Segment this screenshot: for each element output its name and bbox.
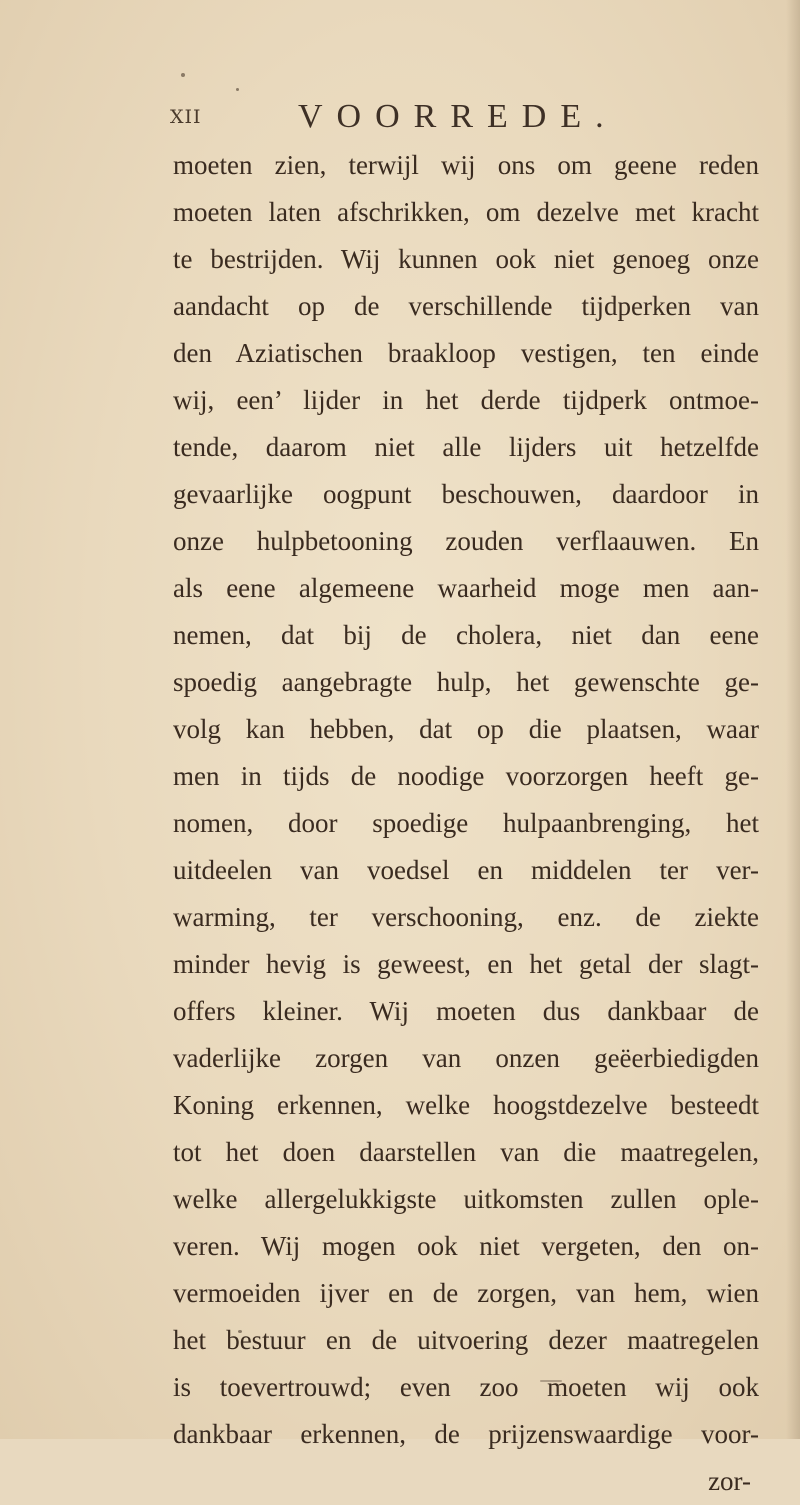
page-edge-shadow (786, 0, 800, 1439)
text-line: offers kleiner. Wij moeten dus dankbaar de (173, 996, 759, 1026)
text-line: te bestrijden. Wij kunnen ook niet genoeg onze (173, 244, 759, 274)
page-header (170, 100, 790, 140)
text-line: uitdeelen van voedsel en middelen ter ver- (173, 855, 759, 885)
text-line: volg kan hebben, dat op die plaatsen, waar (173, 714, 759, 744)
page-number: XII (170, 106, 202, 128)
text-line: dankbaar erkennen, de prijzenswaardige voor- (173, 1419, 759, 1449)
text-line: als eene algemeene waarheid moge men aan- (173, 573, 759, 603)
text-line: Koning erkennen, welke hoogstdezelve besteedt (173, 1090, 759, 1120)
text-line: aandacht op de verschillende tijdperken van (173, 291, 759, 321)
text-line: den Aziatischen braakloop vestigen, ten einde (173, 338, 759, 368)
body-text (173, 142, 759, 1505)
running-head: VOORREDE. (298, 98, 618, 135)
text-line: moeten laten afschrikken, om dezelve met kracht (173, 197, 759, 227)
text-line: wij, een’ lijder in het derde tijdperk ontmoe- (173, 385, 759, 415)
text-line: welke allergelukkigste uitkomsten zullen ople- (173, 1184, 759, 1214)
text-line: vaderlijke zorgen van onzen geëerbiedigden (173, 1043, 759, 1073)
text-line: tot het doen daarstellen van die maatregelen, (173, 1137, 759, 1167)
text-line: is toevertrouwd; even zoo moeten wij ook (173, 1372, 759, 1402)
text-line: men in tijds de noodige voorzorgen heeft ge- (173, 761, 759, 791)
paper-speck (236, 88, 239, 91)
text-line: vermoeiden ijver en de zorgen, van hem, wien (173, 1278, 759, 1308)
text-line: onze hulpbetooning zouden verflaauwen. En (173, 526, 759, 556)
text-line: moeten zien, terwijl wij ons om geene reden (173, 150, 759, 180)
text-line: het bestuur en de uitvoering dezer maatregelen (173, 1325, 759, 1355)
text-line: spoedig aangebragte hulp, het gewenschte ge- (173, 667, 759, 697)
catchword: zor- (708, 1466, 751, 1496)
text-line: minder hevig is geweest, en het getal der slagt- (173, 949, 759, 979)
text-line: gevaarlijke oogpunt beschouwen, daardoor in (173, 479, 759, 509)
text-line: warming, ter verschooning, enz. de ziekte (173, 902, 759, 932)
text-line: veren. Wij mogen ook niet vergeten, den on- (173, 1231, 759, 1261)
text-line: tende, daarom niet alle lijders uit hetzelfde (173, 432, 759, 462)
text-line: nomen, door spoedige hulpaanbrenging, het (173, 808, 759, 838)
paper-speck (181, 73, 185, 77)
text-line: nemen, dat bij de cholera, niet dan eene (173, 620, 759, 650)
